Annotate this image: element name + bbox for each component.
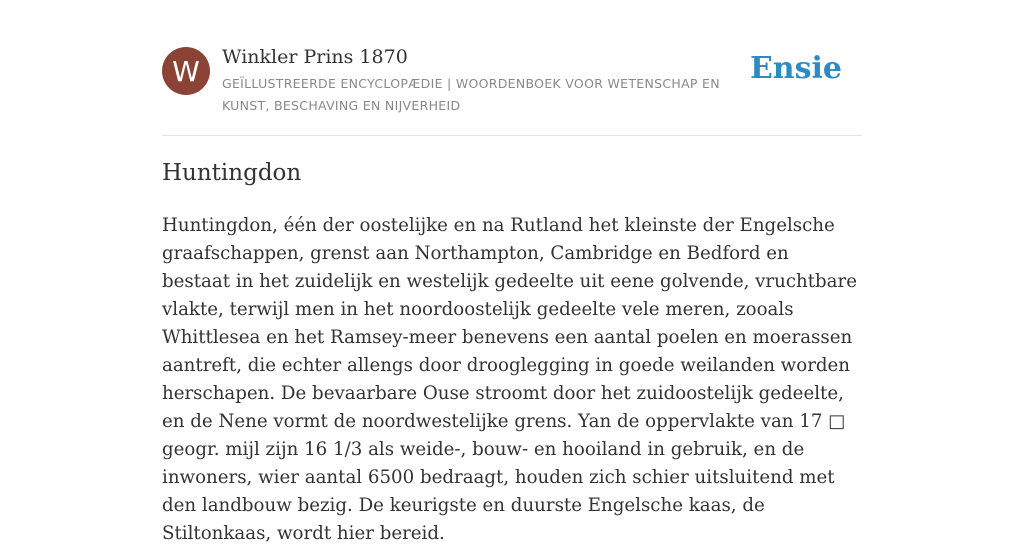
source-title[interactable]: Winkler Prins 1870 (222, 46, 408, 68)
article-body: Huntingdon, één der oostelijke en na Rutland het kleinste der Engelsche graafschappen, grenst aan Northampton, Cambridge en Bedford en bestaat in het zuidelijk en westelijk gedeelte uit eene golvende, vruchtbare vlakte, terwijl men in het noordoostelijk gedeelte vele meren, zooals Whittlesea en het Ramsey-meer benevens een aantal poelen en moerassen aantreft, die echter allengs door drooglegging in goede weilanden worden herschapen. De bevaarbare Ouse stroomt door het zuidoostelijk gedeelte, en de Nene vormt de noordwestelijke grens. Yan de oppervlakte van 17 □ geogr. mijl zijn 16 1/3 als weide-, bouw- en hooiland in gebruik, en de inwoners, wier aantal 6500 bedraagt, houden zich schier uitsluitend met den landbouw bezig. De keurigste en duurste Engelsche kaas, de Stiltonkaas, wordt hier bereid. (162, 215, 857, 544)
brand-logo[interactable]: Ensie (749, 51, 842, 86)
source-subtitle: GEÏLLUSTREERDE ENCYCLOPÆDIE | WOORDENBOEK VOOR WETENSCHAP EN KUNST, BESCHAVING EN NIJVERHEID (222, 76, 720, 113)
article-title: Huntingdon (162, 160, 302, 186)
source-avatar[interactable]: W (162, 47, 210, 95)
source-header (162, 44, 862, 136)
